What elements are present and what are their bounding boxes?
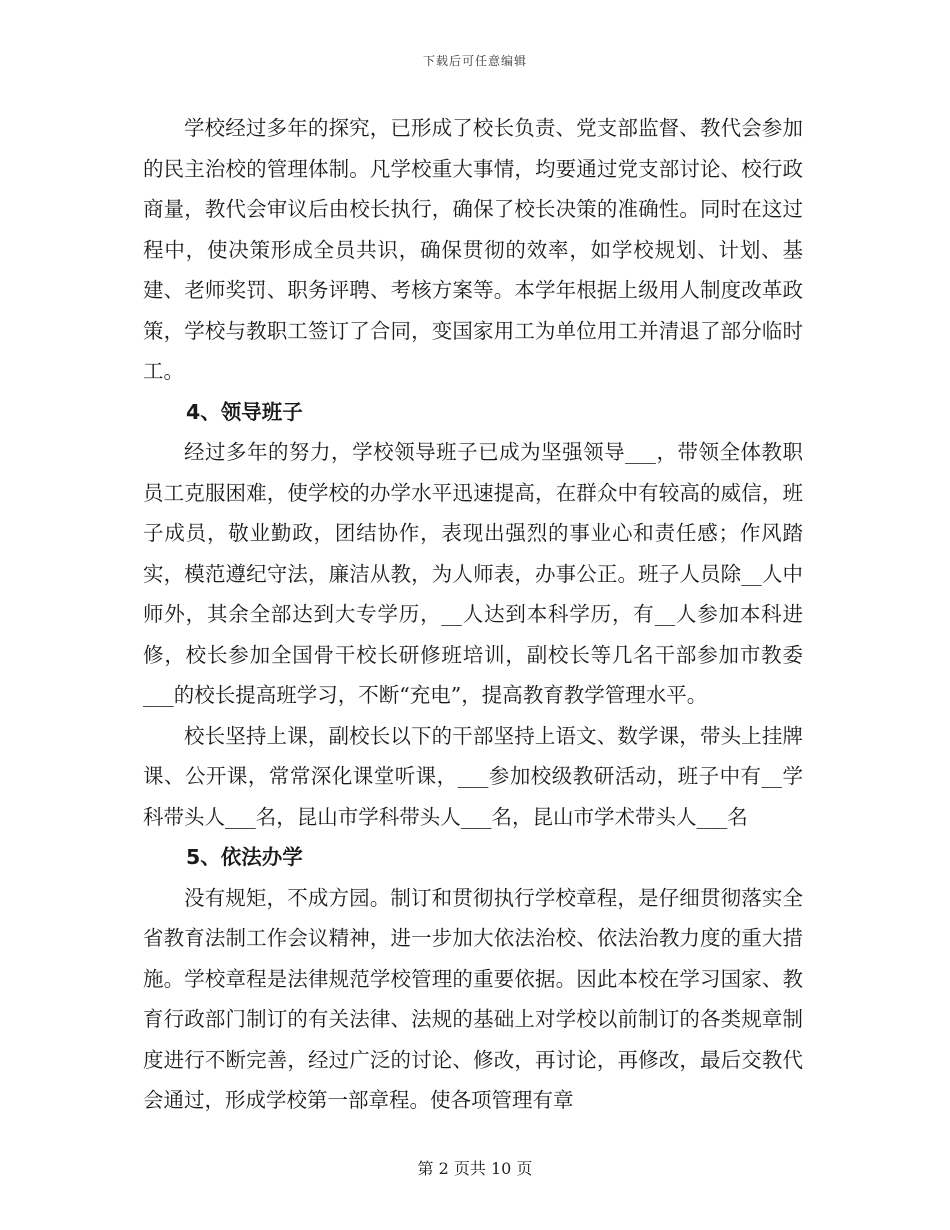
page-footer: 第 2 页共 10 页: [417, 1159, 533, 1178]
paragraph-teaching-leaders: 校长坚持上课，副校长以下的干部坚持上语文、数学课，带头上挂牌课、公开课，常常深化课堂听课，___参加校级教研活动，班子中有__学科带头人___名，昆山市学科带头人___名，昆山市学术带头人___名: [143, 723, 803, 829]
paragraph-school-charter: 没有规矩，不成方园。制订和贯彻执行学校章程，是仔细贯彻落实全省教育法制工作会议精神，进一步加大依法治校、依法治教力度的重大措施。学校章程是法律规范学校管理的重要依据。因此本校在学习国家、教育行政部门制订的有关法律、法规的基础上对学校以前制订的各类规章制度进行不断完善，经过广泛的讨论、修改，再讨论，再修改，最后交教代会通过，形成学校第一部章程。使各项管理有章: [143, 885, 803, 1112]
page-header: 下载后可任意编辑: [422, 54, 527, 68]
section-heading-leadership: 4、领导班子: [186, 399, 303, 424]
section-heading-law-based: 5、依法办学: [186, 845, 303, 869]
document-body: [143, 108, 803, 1121]
paragraph-leadership-team: 经过多年的努力，学校领导班子已成为坚强领导___，带领全体教职员工克服困难，使学校的办学水平迅速提高，在群众中有较高的威信，班子成员，敬业勤政，团结协作，表现出强烈的事业心和责任感；作风踏实，模范遵纪守法，廉洁从教，为人师表，办事公正。班子人员除__人中师外，其余全部达到大专学历，__人达到本科学历，有__人参加本科进修，校长参加全国骨干校长研修班培训，副校长等几名干部参加市教委___的校长提高班学习，不断“充电”，提高教育教学管理水平。: [143, 440, 803, 707]
paragraph-management-system: 学校经过多年的探究，已形成了校长负责、党支部监督、教代会参加的民主治校的管理体制。凡学校重大事情，均要通过党支部讨论、校行政商量，教代会审议后由校长执行，确保了校长决策的准确性。同时在这过程中，使决策形成全员共识，确保贯彻的效率，如学校规划、计划、基建、老师奖罚、职务评聘、考核方案等。本学年根据上级用人制度改革政策，学校与教职工签订了合同，变国家用工为单位用工并清退了部分临时工。: [143, 116, 803, 383]
